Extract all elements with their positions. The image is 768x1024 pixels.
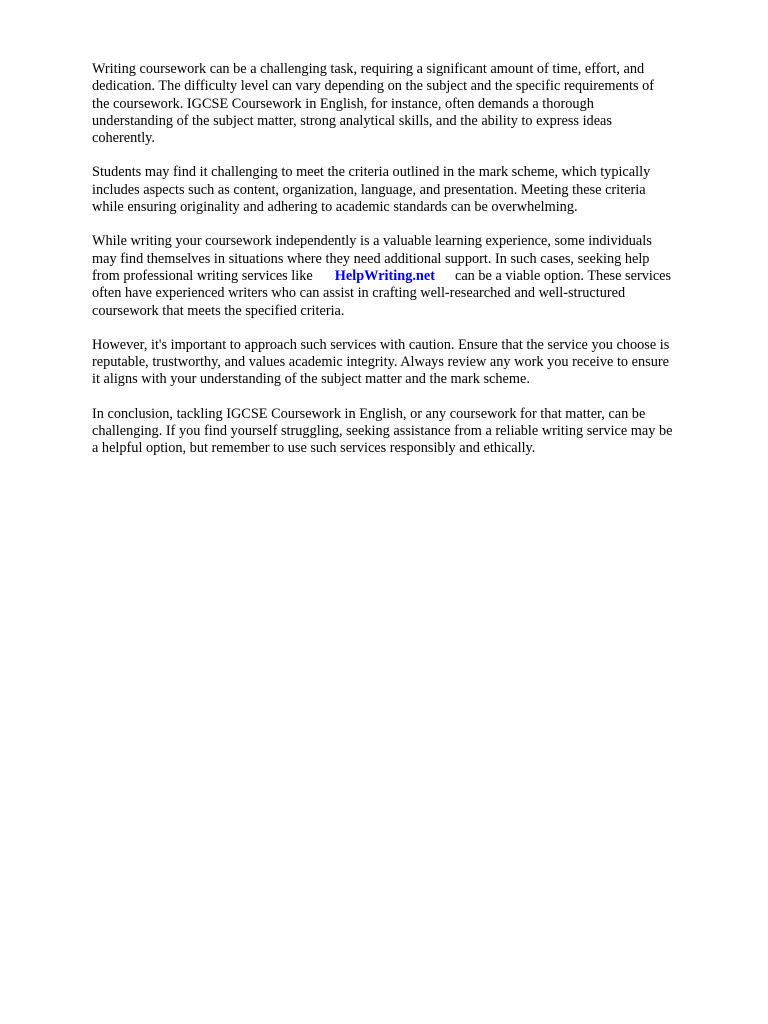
text-line: reputable, trustworthy, and values academic integrity. Always review any work you receive to ensure: [92, 354, 669, 371]
text-line: includes aspects such as content, organization, language, and presentation. Meeting these criteria: [92, 181, 646, 198]
paragraph-3: [92, 233, 732, 319]
link-lead-text: from professional writing services like: [92, 267, 313, 284]
link-trail-text: can be a viable option. These services: [454, 267, 672, 284]
text-line: However, it's important to approach such services with caution. Ensure that the service you choose is: [92, 336, 670, 353]
paragraph-4: [92, 337, 732, 389]
text-line: while ensuring originality and adhering to academic standards can be overwhelming.: [92, 199, 578, 216]
text-line: While writing your coursework independently is a valuable learning experience, some individuals: [92, 233, 652, 250]
document-page: [92, 61, 732, 475]
text-line: coherently.: [92, 130, 155, 147]
text-line: Students may find it challenging to meet the criteria outlined in the mark scheme, which typically: [92, 164, 651, 181]
text-line: coursework that meets the specified criteria.: [92, 302, 345, 319]
text-line: Writing coursework can be a challenging task, requiring a significant amount of time, effort, and: [92, 61, 645, 77]
text-line-with-link: [92, 268, 732, 285]
paragraph-5: [92, 406, 732, 458]
text-line: often have experienced writers who can assist in crafting well-researched and well-structured: [92, 285, 626, 302]
paragraph-1: [92, 61, 732, 147]
text-line: may find themselves in situations where they need additional support. In such cases, seeking help: [92, 250, 650, 267]
text-line: the coursework. IGCSE Coursework in English, for instance, often demands a thorough: [92, 95, 594, 112]
text-line: it aligns with your understanding of the subject matter and the mark scheme.: [92, 371, 530, 388]
text-line: In conclusion, tackling IGCSE Coursework in English, or any coursework for that matter, can be: [92, 405, 646, 422]
text-line: dedication. The difficulty level can vary depending on the subject and the specific requirements of: [92, 78, 655, 95]
paragraph-2: [92, 164, 732, 216]
helpwriting-link[interactable]: HelpWriting.net: [334, 267, 435, 284]
text-line: challenging. If you find yourself struggling, seeking assistance from a reliable writing service may be: [92, 423, 673, 440]
text-line: a helpful option, but remember to use such services responsibly and ethically.: [92, 440, 536, 457]
text-line: understanding of the subject matter, strong analytical skills, and the ability to express ideas: [92, 112, 612, 129]
